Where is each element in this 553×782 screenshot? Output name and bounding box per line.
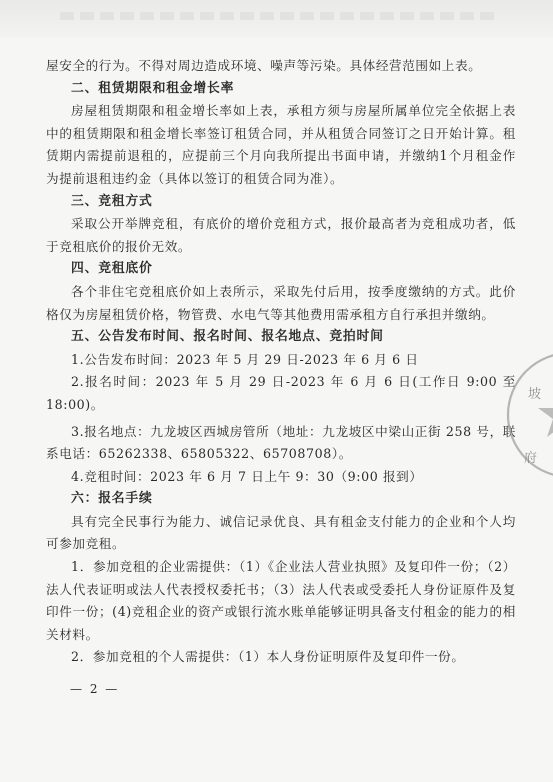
heading-registration-procedure: 六：报名手续 <box>71 491 153 507</box>
schedule-registration-location: 3.报名地点：九龙坡区西城房管所（地址：九龙坡区中梁山正街 258 号，联系电话：65262338、65805322、65708708）。 <box>46 423 516 462</box>
heading-bidding-method: 三、竞租方式 <box>71 193 153 209</box>
svg-text:府: 府 <box>524 451 538 466</box>
schedule-announcement-time: 1.公告发布时间：2023 年 5 月 29 日-2023 年 6 月 6 日 <box>71 351 419 367</box>
scan-edge <box>0 0 553 38</box>
paragraph-reserve-price: 各个非住宅竞租底价如上表所示，采取先付后用，按季度缴纳的方式。此价格仅为房屋租赁价格，物管费、水电气等其他费用需承租方自行承担并缴纳。 <box>46 283 516 322</box>
paragraph-usage: 屋安全的行为。不得对周边造成环境、噪声等污染。具体经营范围如上表。 <box>46 58 482 73</box>
paragraph-company-requirements: 1．参加竞租的企业需提供：（1）《企业法人营业执照》及复印件一份；（2）法人代表证明或法人代表授权委托书；（3）法人代表或受委托人身份证原件及复印件一份；(4)竞租企业的资产或银行流水账单能够证明具备支付租金的能力的相关材料。 <box>46 559 516 642</box>
heading-schedule: 五、公告发布时间、报名时间、报名地点、竞拍时间 <box>71 329 384 345</box>
paragraph-bidding-method: 采取公开举牌竞租，有底价的增价竞租方式，报价最高者为竞租成功者，低于竞租底价的报价无效。 <box>46 216 516 254</box>
official-seal-stamp <box>500 350 553 480</box>
schedule-bidding-time: 4.竞租时间：2023 年 6 月 7 日上午 9：30（9:00 报到） <box>71 468 423 484</box>
paragraph-eligibility: 具有完全民事行为能力、诚信记录优良、具有租金支付能力的企业和个人均可参加竞租。 <box>46 513 516 552</box>
svg-text:坡: 坡 <box>528 387 542 402</box>
page-number: — 2 — <box>70 682 120 696</box>
paragraph-lease-term: 房屋租赁期限和租金增长率如上表，承租方须与房屋所属单位完全依据上表中的租赁期限和租金增长率签订租赁合同，并从租赁合同签订之日开始计算。租赁期内需提前退租的，应提前三个月向我所提出书面申请，并缴纳1个月租金作为提前退租违约金（具体以签订的租赁合同为准）。 <box>46 103 516 186</box>
heading-lease-term: 二、租赁期限和租金增长率 <box>71 80 235 96</box>
document-body <box>46 55 516 669</box>
schedule-registration-time: 2.报名时间：2023 年 5 月 29 日-2023 年 6 月 6 日(工作日 9:00 至 18:00)。 <box>46 374 516 412</box>
paragraph-individual-requirements: 2．参加竞租的个人需提供：（1）本人身份证明原件及复印件一份。 <box>71 649 465 665</box>
heading-reserve-price: 四、竞租底价 <box>71 261 153 277</box>
